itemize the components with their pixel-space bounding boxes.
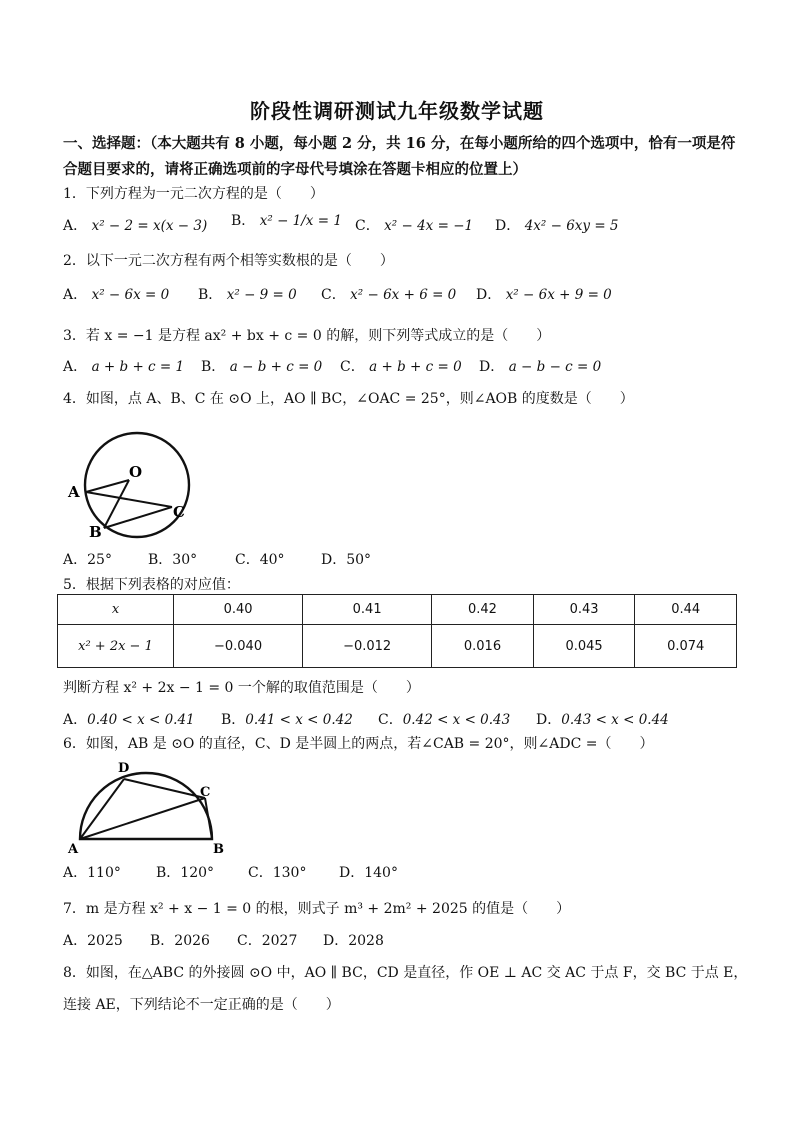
table-cell: 0.41	[303, 595, 432, 625]
q7-option-a: A．2025	[63, 933, 123, 949]
table-cell: x	[58, 595, 174, 625]
q4-option-c: C．40°	[235, 552, 285, 568]
label-b: B	[89, 523, 102, 540]
semicircle-figure	[62, 755, 232, 855]
q1-option-d: D． 4x² − 6xy = 5	[495, 218, 619, 234]
semicircle-arc	[80, 773, 212, 839]
question-7-stem: 7．m 是方程 x² + x − 1 = 0 的根，则式子 m³ + 2m² + 2025 的值是（ ）	[63, 901, 571, 917]
question-5-followup: 判断方程 x² + 2x − 1 = 0 一个解的取值范围是（ ）	[63, 680, 420, 696]
q7-option-c: C．2027	[237, 933, 298, 949]
q2-option-b: B． x² − 9 = 0	[198, 287, 297, 303]
question-3-stem: 3．若 x = −1 是方程 ax² + bx + c = 0 的解，则下列等式成立的是（ ）	[63, 328, 551, 344]
q1-option-c: C． x² − 4x = −1	[355, 218, 474, 234]
q6-option-a: A．110°	[63, 865, 121, 881]
table-cell: 0.074	[635, 625, 737, 668]
question-5-stem: 5．根据下列表格的对应值：	[63, 577, 240, 593]
q6-option-c: C．130°	[248, 865, 307, 881]
q7-option-b: B．2026	[150, 933, 210, 949]
segment-dc	[124, 779, 205, 798]
question-6-stem: 6．如图，AB 是 ⊙O 的直径，C、D 是半圆上的两点，若∠CAB = 20°，则∠ADC =（ ）	[63, 736, 654, 752]
question-2-stem: 2．以下一元二次方程有两个相等实数根的是（ ）	[63, 253, 394, 269]
segment-cb	[205, 798, 212, 839]
q4-option-a: A．25°	[63, 552, 112, 568]
q1-option-b: B． x² − 1/x = 1	[231, 213, 342, 229]
table-cell: 0.42	[432, 595, 534, 625]
question-6-figure	[62, 755, 232, 859]
table-row	[58, 595, 737, 625]
table-cell: 0.44	[635, 595, 737, 625]
q3-option-c: C． a + b + c = 0	[340, 359, 462, 375]
question-1-stem: 1．下列方程为一元二次方程的是（ ）	[63, 186, 324, 202]
values-table	[57, 594, 737, 668]
label-a: A	[68, 842, 79, 855]
q6-option-b: B．120°	[156, 865, 215, 881]
q4-option-d: D．50°	[321, 552, 372, 568]
table-row	[58, 625, 737, 668]
question-4-stem: 4．如图，点 A、B、C 在 ⊙O 上，AO ∥ BC，∠OAC = 25°，则∠AOB 的度数是（ ）	[63, 391, 634, 407]
question-8-stem-line-2: 连接 AE，下列结论不一定正确的是（ ）	[63, 997, 340, 1013]
segment-ac	[80, 798, 205, 839]
table-cell: x² + 2x − 1	[58, 625, 174, 668]
label-o: O	[129, 463, 143, 481]
q1-option-a: A． x² − 2 = x(x − 3)	[63, 218, 208, 234]
q2-option-a: A． x² − 6x = 0	[63, 287, 170, 303]
q4-option-b: B．30°	[148, 552, 198, 568]
table-cell: 0.045	[533, 625, 635, 668]
q3-option-a: A． a + b + c = 1	[63, 359, 185, 375]
section-one-heading: 一、选择题：（本大题共有 8 小题，每小题 2 分，共 16 分，在每小题所给的四个选项中，恰有一项是符合题目要求的，请将正确选项前的字母代号填涂在答题卡相应的位置上）	[63, 135, 736, 178]
table-cell: 0.40	[174, 595, 303, 625]
page-title: 阶段性调研测试九年级数学试题	[250, 99, 544, 123]
q3-option-b: B． a − b + c = 0	[201, 359, 323, 375]
table-cell: 0.016	[432, 625, 534, 668]
q3-option-d: D． a − b − c = 0	[479, 359, 602, 375]
q2-option-d: D． x² − 6x + 9 = 0	[476, 287, 612, 303]
question-8-stem-line-1: 8．如图，在△ABC 的外接圆 ⊙O 中，AO ∥ BC，CD 是直径，作 OE ⊥ AC 交 AC 于点 F，交 BC 于点 E，	[63, 965, 748, 981]
label-d: D	[118, 761, 130, 776]
label-b: B	[213, 842, 224, 855]
q5-option-b: B．0.41 < x < 0.42	[221, 712, 353, 728]
label-c: C	[200, 785, 211, 800]
table-cell: 0.43	[533, 595, 635, 625]
segment-ac	[86, 492, 172, 507]
q5-option-a: A．0.40 < x < 0.41	[63, 712, 195, 728]
q5-option-d: D．0.43 < x < 0.44	[536, 712, 669, 728]
label-c: C	[173, 503, 185, 521]
q2-option-c: C． x² − 6x + 6 = 0	[321, 287, 457, 303]
circle-figure	[62, 425, 197, 540]
table-cell: −0.040	[174, 625, 303, 668]
q5-option-c: C．0.42 < x < 0.43	[378, 712, 511, 728]
table-cell: −0.012	[303, 625, 432, 668]
segment-ao	[86, 480, 129, 492]
question-4-figure	[62, 425, 197, 544]
q6-option-d: D．140°	[339, 865, 398, 881]
label-a: A	[68, 483, 80, 501]
circle-o	[85, 433, 189, 537]
q7-option-d: D．2028	[323, 933, 384, 949]
